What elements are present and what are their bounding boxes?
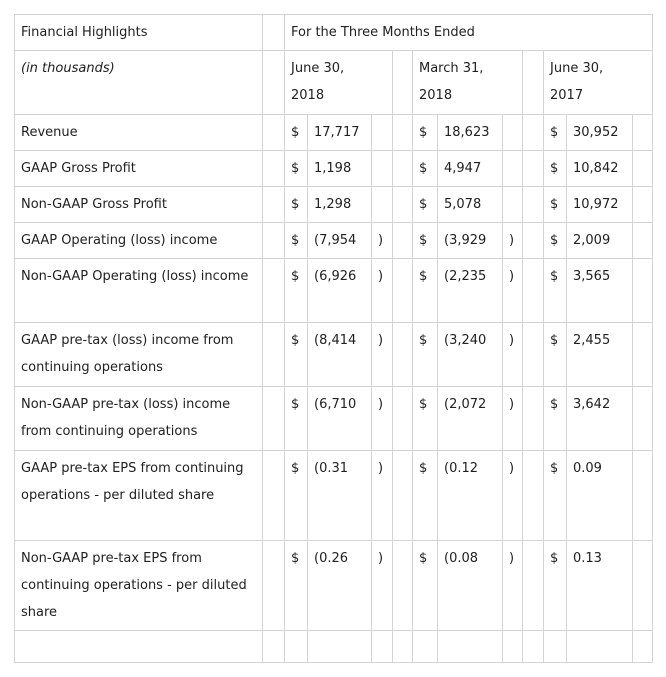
paren-cell [633, 387, 653, 451]
spacer-cell [393, 223, 413, 259]
paren-cell: ) [503, 387, 523, 451]
table-row-non-gaap-pretax-eps [15, 541, 653, 631]
paren-cell: ) [372, 259, 393, 323]
value-cell: (0.31 [308, 451, 372, 541]
table-row-revenue [15, 115, 653, 151]
empty-cell [567, 631, 633, 663]
value-cell: (0.08 [438, 541, 503, 631]
dollar-sign: $ [285, 387, 308, 451]
spacer-cell [263, 15, 285, 51]
value-cell: 1,298 [308, 187, 372, 223]
dollar-sign: $ [413, 187, 438, 223]
value-cell: 4,947 [438, 151, 503, 187]
date-line2: 2018 [291, 88, 325, 103]
spacer-cell [523, 323, 544, 387]
value-cell: 30,952 [567, 115, 633, 151]
value-cell: 10,842 [567, 151, 633, 187]
spacer-cell [523, 151, 544, 187]
spacer-cell [523, 187, 544, 223]
value-cell: 3,642 [567, 387, 633, 451]
row-label: GAAP Gross Profit [15, 151, 263, 187]
spacer-cell [393, 387, 413, 451]
row-label: Non-GAAP pre-tax (loss) income from continuing operations [15, 387, 263, 451]
dollar-sign: $ [544, 541, 567, 631]
dollar-sign: $ [413, 387, 438, 451]
paren-cell [372, 187, 393, 223]
spacer-cell [523, 387, 544, 451]
dollar-sign: $ [544, 187, 567, 223]
dollar-sign: $ [285, 115, 308, 151]
spacer-cell [523, 631, 544, 663]
value-cell: (3,240 [438, 323, 503, 387]
spacer-cell [523, 115, 544, 151]
paren-cell [633, 223, 653, 259]
paren-cell [503, 115, 523, 151]
paren-cell: ) [372, 541, 393, 631]
paren-cell [633, 187, 653, 223]
empty-cell [633, 631, 653, 663]
spacer-cell [263, 323, 285, 387]
empty-cell [372, 631, 393, 663]
value-cell: 3,565 [567, 259, 633, 323]
spacer-cell [263, 387, 285, 451]
value-cell: (7,954 [308, 223, 372, 259]
value-cell: 5,078 [438, 187, 503, 223]
table-row-non-gaap-pretax-income [15, 387, 653, 451]
dollar-sign: $ [285, 541, 308, 631]
date-header-row [15, 51, 653, 115]
spacer-cell [523, 51, 544, 115]
value-cell: 2,455 [567, 323, 633, 387]
date-line1: June 30, [291, 61, 345, 76]
spacer-cell [393, 451, 413, 541]
paren-cell [633, 541, 653, 631]
units-note: (in thousands) [15, 51, 263, 115]
spacer-cell [523, 451, 544, 541]
row-label: GAAP pre-tax (loss) income from continuing operations [15, 323, 263, 387]
dollar-sign: $ [285, 323, 308, 387]
financial-highlights-table [14, 14, 653, 663]
paren-cell [633, 451, 653, 541]
paren-cell [633, 115, 653, 151]
value-cell: (0.26 [308, 541, 372, 631]
paren-cell [503, 187, 523, 223]
paren-cell [503, 151, 523, 187]
dollar-sign: $ [413, 259, 438, 323]
spacer-cell [523, 223, 544, 259]
spacer-cell [263, 223, 285, 259]
period-header: For the Three Months Ended [285, 15, 653, 51]
paren-cell [633, 151, 653, 187]
paren-cell: ) [503, 541, 523, 631]
empty-cell [438, 631, 503, 663]
spacer-cell [393, 323, 413, 387]
spacer-cell [263, 187, 285, 223]
column-header-jun-30-2018 [285, 51, 393, 115]
paren-cell: ) [372, 387, 393, 451]
value-cell: 17,717 [308, 115, 372, 151]
dollar-sign: $ [285, 151, 308, 187]
value-cell: 2,009 [567, 223, 633, 259]
spacer-cell [393, 259, 413, 323]
paren-cell [633, 323, 653, 387]
row-label: GAAP Operating (loss) income [15, 223, 263, 259]
value-cell: 0.09 [567, 451, 633, 541]
row-label: Revenue [15, 115, 263, 151]
table-row-gaap-pretax-eps [15, 451, 653, 541]
dollar-sign: $ [413, 451, 438, 541]
spacer-cell [263, 151, 285, 187]
spacer-cell [393, 187, 413, 223]
value-cell: (6,926 [308, 259, 372, 323]
dollar-sign: $ [544, 259, 567, 323]
value-cell: 1,198 [308, 151, 372, 187]
value-cell: (3,929 [438, 223, 503, 259]
table-row-gaap-pretax-income [15, 323, 653, 387]
date-line2: 2017 [550, 88, 584, 103]
dollar-sign: $ [544, 115, 567, 151]
value-cell: (2,235 [438, 259, 503, 323]
title-header-row [15, 15, 653, 51]
spacer-cell [263, 631, 285, 663]
empty-cell [15, 631, 263, 663]
spacer-cell [263, 259, 285, 323]
dollar-sign: $ [544, 151, 567, 187]
date-line2: 2018 [419, 88, 453, 103]
spacer-cell [263, 451, 285, 541]
spacer-cell [393, 151, 413, 187]
date-line1: June 30, [550, 61, 604, 76]
table-row-non-gaap-operating-income [15, 259, 653, 323]
spacer-cell [393, 51, 413, 115]
column-header-jun-30-2017 [544, 51, 653, 115]
value-cell: 10,972 [567, 187, 633, 223]
paren-cell: ) [503, 223, 523, 259]
date-line1: March 31, [419, 61, 484, 76]
value-cell: 18,623 [438, 115, 503, 151]
column-header-mar-31-2018 [413, 51, 523, 115]
row-label: Non-GAAP pre-tax EPS from continuing operations - per diluted share [15, 541, 263, 631]
table-row-gaap-operating-income [15, 223, 653, 259]
table-title: Financial Highlights [15, 15, 263, 51]
empty-cell [285, 631, 308, 663]
table-row-non-gaap-gross-profit [15, 187, 653, 223]
dollar-sign: $ [544, 323, 567, 387]
value-cell: (2,072 [438, 387, 503, 451]
dollar-sign: $ [544, 223, 567, 259]
value-cell: (8,414 [308, 323, 372, 387]
empty-cell [413, 631, 438, 663]
spacer-cell [523, 541, 544, 631]
dollar-sign: $ [285, 259, 308, 323]
dollar-sign: $ [413, 223, 438, 259]
empty-cell [503, 631, 523, 663]
dollar-sign: $ [285, 451, 308, 541]
paren-cell [372, 115, 393, 151]
dollar-sign: $ [285, 187, 308, 223]
dollar-sign: $ [544, 387, 567, 451]
spacer-cell [393, 541, 413, 631]
spacer-cell [263, 51, 285, 115]
value-cell: (0.12 [438, 451, 503, 541]
paren-cell [633, 259, 653, 323]
paren-cell: ) [372, 323, 393, 387]
value-cell: (6,710 [308, 387, 372, 451]
paren-cell [372, 151, 393, 187]
spacer-cell [393, 115, 413, 151]
dollar-sign: $ [413, 323, 438, 387]
spacer-cell [523, 259, 544, 323]
row-label: Non-GAAP Gross Profit [15, 187, 263, 223]
paren-cell: ) [503, 451, 523, 541]
empty-cell [544, 631, 567, 663]
value-cell: 0.13 [567, 541, 633, 631]
row-label: Non-GAAP Operating (loss) income [15, 259, 263, 323]
empty-cell [308, 631, 372, 663]
paren-cell: ) [372, 451, 393, 541]
spacer-cell [263, 541, 285, 631]
paren-cell: ) [372, 223, 393, 259]
spacer-cell [393, 631, 413, 663]
dollar-sign: $ [413, 541, 438, 631]
paren-cell: ) [503, 259, 523, 323]
paren-cell: ) [503, 323, 523, 387]
spacer-cell [263, 115, 285, 151]
table-row-gaap-gross-profit [15, 151, 653, 187]
dollar-sign: $ [413, 115, 438, 151]
dollar-sign: $ [285, 223, 308, 259]
empty-row [15, 631, 653, 663]
dollar-sign: $ [413, 151, 438, 187]
row-label: GAAP pre-tax EPS from continuing operations - per diluted share [15, 451, 263, 541]
dollar-sign: $ [544, 451, 567, 541]
